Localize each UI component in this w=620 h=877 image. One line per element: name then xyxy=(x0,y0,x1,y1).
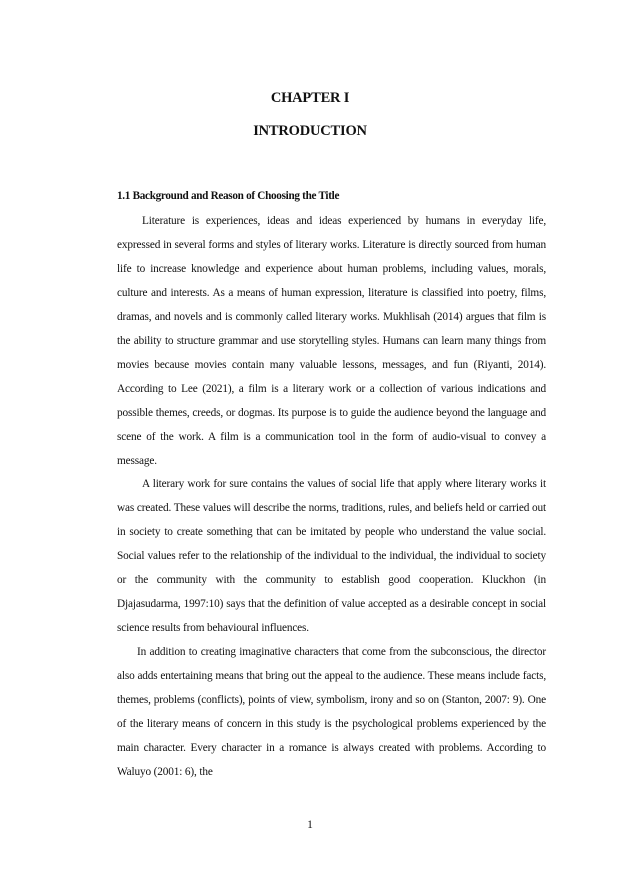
paragraph-1: Literature is experiences, ideas and ideas experienced by humans in everyday life, expressed in several forms and styles of literary works. Literature is directly sourced from human life to increase knowledge and experience about human problems, including values, morals, culture and interests. As a means of human expression, literature is classified into poetry, films, dramas, and novels and is commonly called literary works. Mukhlisah (2014) argues that film is the ability to structure grammar and use storytelling styles. Humans can learn many things from movies because movies contain many valuable lessons, messages, and fun (Riyanti, 2014). According to Lee (2021), a film is a literary work or a collection of various indications and possible themes, creeds, or dogmas. Its purpose is to guide the audience beyond the language and scene of the work. A film is a communication tool in the form of audio-visual to convey a message. xyxy=(117,215,546,467)
page-number: 1 xyxy=(307,819,313,831)
body-text xyxy=(117,210,546,785)
section-heading: 1.1 Background and Reason of Choosing the Title xyxy=(117,190,340,202)
chapter-label: CHAPTER I xyxy=(270,90,350,106)
paragraph-2: A literary work for sure contains the values of social life that apply where literary works it was created. These values will describe the norms, traditions, rules, and beliefs held or carried out in society to create something that can be imitated by people who understand the value social. Social values refer to the relationship of the individual to the individual, the individual to society or the community with the community to establish good cooperation. Kluckhon (in Djajasudarma, 1997:10) says that the definition of value accepted as a desirable concept in social science results from behavioural influences. xyxy=(117,478,546,635)
chapter-title: INTRODUCTION xyxy=(253,123,367,139)
paragraph-3: In addition to creating imaginative characters that come from the subconscious, the director also adds entertaining means that bring out the appeal to the audience. These means include facts, themes, problems (conflicts), points of view, symbolism, irony and so on (Stanton, 2007: 9). One of the literary means of concern in this study is the psychological problems experienced by the main character. Every character in a romance is always created with problems. According to Waluyo (2001: 6), the xyxy=(117,646,546,778)
